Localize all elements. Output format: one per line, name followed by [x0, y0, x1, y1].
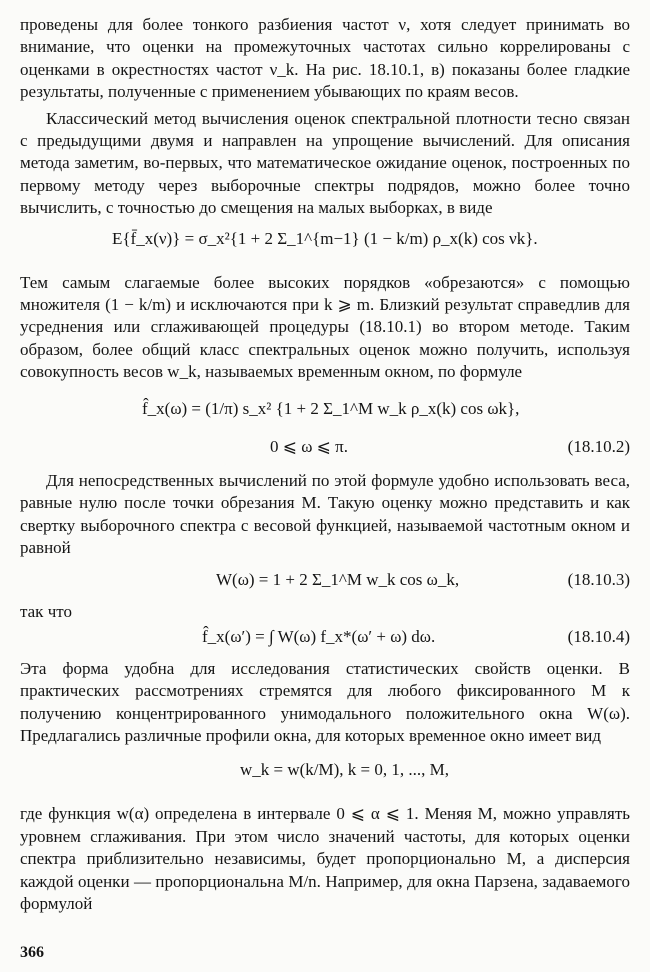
paragraph-6: Эта форма удобна для исследования статистических свойств оценки. В практических рассмотрениях стремятся для любого фиксированного M к получению концентрированного унимодального положительного окна W(ω). Предлагались различные профили окна, для которых временное окно имеет вид — [20, 658, 630, 745]
equation-2a-text: f̂_x(ω) = (1/π) s_x² {1 + 2 Σ_1^M w_k ρ_x(k) cos ωk}, — [142, 398, 520, 418]
paragraph-2: Классический метод вычисления оценок спектральной плотности тесно связан с предыдущими двумя и направлен на упрощение вычислений. Для описания метода заметим, во-первых, что математическое ожидание оценок, построенных по первому методу через выборочные спектры подрядов, можно более точно вычислить, с точностью до смещения на малых выборках, в виде — [20, 108, 630, 218]
equation-5-text: w_k = w(k/M), k = 0, 1, ..., M, — [240, 760, 450, 780]
page-number: 366 — [20, 944, 44, 961]
equation-spectral-estimate — [142, 384, 630, 436]
equation-4-text: f̂_x(ω′) = ∫ W(ω) f_x*(ω′ + ω) dω. — [202, 626, 436, 646]
book-page — [20, 14, 630, 915]
equation-frequency-range — [20, 436, 630, 466]
equation-convolution — [20, 624, 630, 658]
equation-number-18-10-3: (18.10.3) — [567, 570, 630, 590]
paragraph-3: Тем самым слагаемые более высоких порядков «обрезаются» с помощью множителя (1 − k/m) и исключаются при k ⩾ m. Близкий результат справедлив для усреднения или сглаживающей процедуры (18.10.1) во втором методе. Таким образом, более общий класс спектральных оценок можно получить, используя совокупность весов w_k, называемых временным окном, по формуле — [20, 272, 630, 382]
equation-1-text: E{f̄_x(ν)} = σ_x²{1 + 2 Σ_1^{m−1} (1 − k/m) ρ_x(k) cos νk}. — [112, 228, 538, 248]
equation-expected-value — [112, 220, 630, 272]
paragraph-7: где функция w(α) определена в интервале 0 ⩽ α ⩽ 1. Меняя M, можно управлять уровнем сглаживания. При этом число значений частоты, для которых оценки спектра приблизительно независимы, будет пропорционально M, а дисперсия каждой оценки — пропорциональна M/n. Например, для окна Парзена, задаваемого формулой — [20, 804, 630, 913]
equation-number-18-10-2: (18.10.2) — [567, 436, 630, 456]
equation-frequency-window — [20, 559, 630, 601]
paragraph-5: так что — [20, 602, 72, 622]
equation-number-18-10-4: (18.10.4) — [567, 626, 630, 646]
equation-3-text: W(ω) = 1 + 2 Σ_1^M w_k cos ω_k, — [216, 570, 460, 590]
equation-time-window — [20, 747, 630, 803]
paragraph-1: проведены для более тонкого разбиения частот ν, хотя следует принимать во внимание, что оценки на промежуточных частотах сильно коррелированы с оценками в окрестностях частот ν_k. На рис. 18.10.1, в) показаны более гладкие результаты, полученные с применением убывающих по краям весов. — [20, 15, 630, 102]
equation-2b-text: 0 ⩽ ω ⩽ π. — [270, 436, 349, 456]
paragraph-4: Для непосредственных вычислений по этой формуле удобно использовать веса, равные нулю после точки обрезания M. Такую оценку можно представить и как свертку выборочного спектра с весовой функцией, называемой частотным окном и равной — [20, 470, 630, 557]
